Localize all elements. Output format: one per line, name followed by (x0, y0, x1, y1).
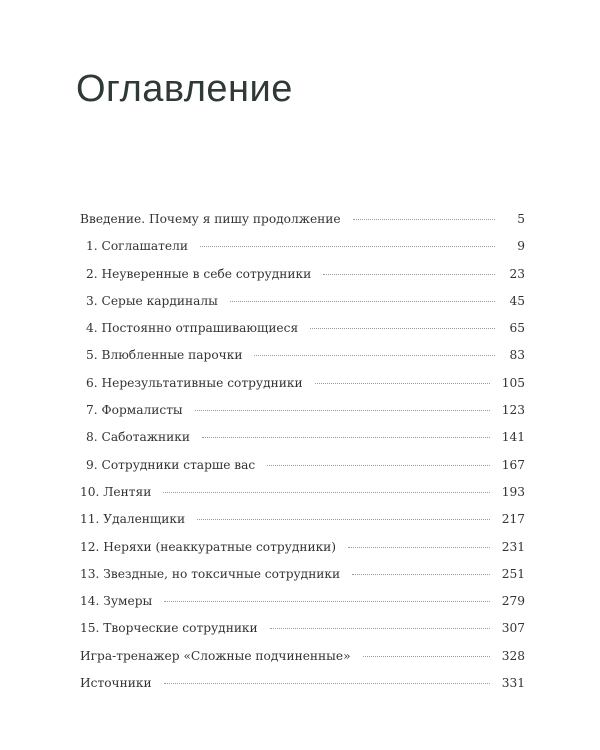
dot-leader (270, 628, 490, 629)
entry-page-number: 251 (501, 566, 525, 581)
toc-entry-chapter-11 (0, 512, 600, 539)
toc-entry-chapter-3 (0, 294, 600, 321)
dot-leader (230, 301, 495, 302)
toc-entry-chapter-12 (0, 540, 600, 567)
entry-page-number: 5 (517, 212, 525, 226)
toc-entry-chapter-9 (0, 458, 600, 485)
toc-entry-chapter-10 (0, 485, 600, 512)
dot-leader (310, 328, 495, 329)
entry-page-number: 328 (501, 648, 525, 663)
dot-leader (202, 437, 490, 438)
toc-entry-sources (0, 676, 600, 703)
toc-entry-chapter-7 (0, 403, 600, 430)
entry-page-number: 167 (501, 457, 525, 472)
toc-list (0, 212, 600, 703)
entry-page-number: 193 (501, 484, 525, 499)
toc-entry-chapter-2 (0, 267, 600, 294)
entry-label: 1. Соглашатели (86, 239, 188, 254)
entry-page-number: 83 (509, 348, 525, 363)
toc-entry-chapter-4 (0, 321, 600, 348)
entry-label: 14. Зумеры (80, 594, 153, 609)
dot-leader (163, 492, 489, 493)
entry-page-number: 105 (501, 375, 525, 390)
dot-leader (164, 601, 490, 602)
entry-page-number: 141 (501, 430, 525, 445)
dot-leader (363, 656, 490, 657)
entry-page-number: 45 (509, 293, 525, 308)
entry-label: Введение. Почему я пишу продолжение (80, 212, 341, 226)
entry-label: 2. Неуверенные в себе сотрудники (86, 266, 312, 281)
entry-page-number: 23 (509, 266, 525, 281)
entry-page-number: 307 (501, 621, 525, 636)
dot-leader (254, 355, 495, 356)
toc-entry-chapter-15 (0, 621, 600, 648)
dot-leader (315, 383, 490, 384)
entry-page-number: 65 (509, 321, 525, 336)
entry-page-number: 231 (501, 539, 525, 554)
entry-page-number: 217 (501, 512, 525, 527)
entry-label: 15. Творческие сотрудники (80, 621, 258, 636)
toc-entry-game (0, 649, 600, 676)
toc-entry-chapter-13 (0, 567, 600, 594)
entry-label: 10. Лентяи (80, 484, 152, 499)
entry-label: 5. Влюбленные парочки (86, 348, 243, 363)
entry-label: 7. Формалисты (86, 403, 183, 418)
dot-leader (267, 465, 489, 466)
dot-leader (353, 219, 495, 220)
entry-label: Источники (80, 676, 152, 691)
toc-entry-intro (0, 212, 600, 239)
entry-label: 4. Постоянно отпрашивающиеся (86, 321, 299, 336)
dot-leader (352, 574, 490, 575)
entry-label: 6. Нерезультативные сотрудники (86, 375, 303, 390)
entry-label: 11. Удаленщики (80, 512, 186, 527)
toc-entry-chapter-5 (0, 348, 600, 375)
page-title: Оглавление (76, 68, 293, 110)
dot-leader (195, 410, 490, 411)
dot-leader (348, 547, 490, 548)
entry-label: Игра-тренажер «Сложные подчиненные» (80, 648, 351, 663)
dot-leader (323, 274, 495, 275)
entry-label: 12. Неряхи (неаккуратные сотрудники) (80, 539, 337, 554)
entry-label: 3. Серые кардиналы (86, 293, 218, 308)
entry-label: 8. Саботажники (86, 430, 190, 445)
entry-page-number: 331 (501, 676, 525, 691)
toc-entry-chapter-14 (0, 594, 600, 621)
dot-leader (164, 683, 490, 684)
toc-entry-chapter-1 (0, 239, 600, 266)
entry-label: 9. Сотрудники старше вас (86, 457, 256, 472)
toc-entry-chapter-6 (0, 376, 600, 403)
dot-leader (200, 246, 495, 247)
dot-leader (197, 519, 490, 520)
entry-page-number: 9 (517, 239, 525, 254)
entry-page-number: 123 (501, 403, 525, 418)
entry-page-number: 279 (501, 594, 525, 609)
toc-entry-chapter-8 (0, 430, 600, 457)
entry-label: 13. Звездные, но токсичные сотрудники (80, 566, 341, 581)
